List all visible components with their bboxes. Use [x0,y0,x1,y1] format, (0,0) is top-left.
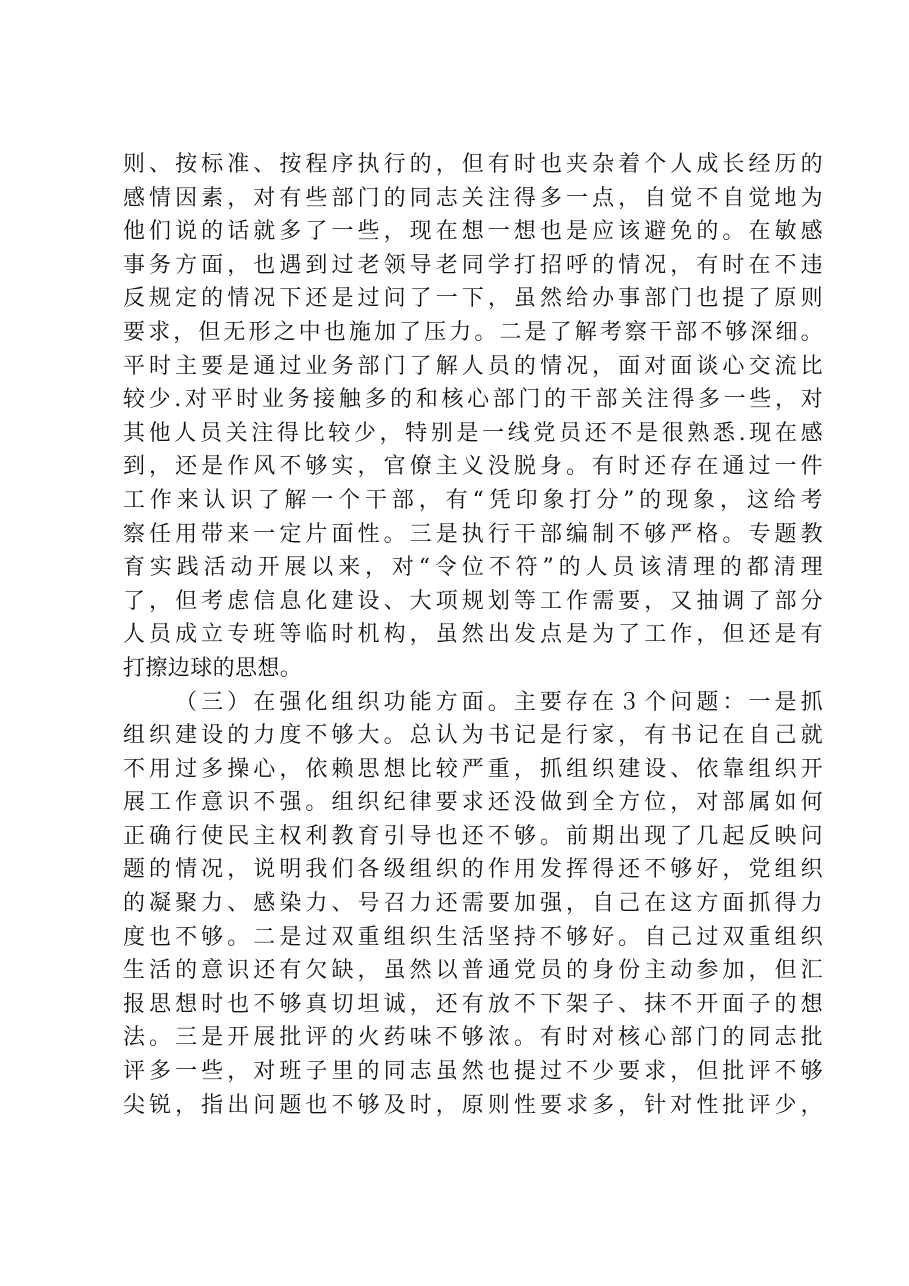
text-line: 展工作意识不强。组织纪律要求还没做到全方位，对部属如何 [123,790,823,816]
text-line: 报思想时也不够真切坦诚，还有放不下架子、抹不开面子的想 [123,991,823,1017]
text-line: 较少.对平时业务接触多的和核心部门的干部关注得多一些，对 [123,387,823,413]
text-line: 察任用带来一定片面性。三是执行干部编制不够严格。专题教 [123,521,823,547]
text-line: 人员成立专班等临时机构，虽然出发点是为了工作，但还是有 [123,622,823,648]
text-line: 评多一些，对班子里的同志虽然也提过不少要求，但批评不够 [123,1059,823,1085]
text-line: 到，还是作风不够实，官僚主义没脱身。有时还存在通过一件 [123,454,823,480]
text-line: 组织建设的力度不够大。总认为书记是行家，有书记在自己就 [123,723,823,749]
text-line: 其他人员关注得比较少，特别是一线党员还不是很熟悉.现在感 [123,420,823,446]
text-line: 反规定的情况下还是过问了一下，虽然给办事部门也提了原则 [123,286,823,312]
text-line: 感情因素，对有些部门的同志关注得多一点，自觉不自觉地为 [123,185,823,211]
section-heading-line: （三）在强化组织功能方面。主要存在３个问题：一是抓 [175,689,823,715]
paragraph-end-line: 打擦边球的思想。 [123,655,303,681]
text-line: 要求，但无形之中也施加了压力。二是了解考察干部不够深细。 [123,319,823,345]
text-line: 度也不够。二是过双重组织生活坚持不够好。自己过双重组织 [123,924,823,950]
text-line: 的凝聚力、感染力、号召力还需要加强，自己在这方面抓得力 [123,891,823,917]
text-line: 事务方面，也遇到过老领导老同学打招呼的情况，有时在不违 [123,252,823,278]
text-line: 他们说的话就多了一些，现在想一想也是应该避免的。在敏感 [123,219,823,245]
text-line: 正确行使民主权利教育引导也还不够。前期出现了几起反映问 [123,823,823,849]
text-line: 题的情况，说明我们各级组织的作用发挥得还不够好，党组织 [123,857,823,883]
text-line: 法。三是开展批评的火药味不够浓。有时对核心部门的同志批 [123,1025,823,1051]
text-line: 尖锐，指出问题也不够及时，原则性要求多，针对性批评少， [123,1092,823,1118]
text-line: 平时主要是通过业务部门了解人员的情况，面对面谈心交流比 [123,353,823,379]
body-text [123,148,823,1122]
text-line: 工作来认识了解一个干部，有“凭印象打分”的现象，这给考 [123,487,823,513]
text-line: 生活的意识还有欠缺，虽然以普通党员的身份主动参加，但汇 [123,958,823,984]
text-line: 育实践活动开展以来，对“令位不符”的人员该清理的都清理 [123,555,823,581]
text-line: 了，但考虑信息化建设、大项规划等工作需要，又抽调了部分 [123,588,823,614]
text-line: 不用过多操心，依赖思想比较严重，抓组织建设、依靠组织开 [123,756,823,782]
text-line: 则、按标准、按程序执行的，但有时也夹杂着个人成长经历的 [123,152,823,177]
